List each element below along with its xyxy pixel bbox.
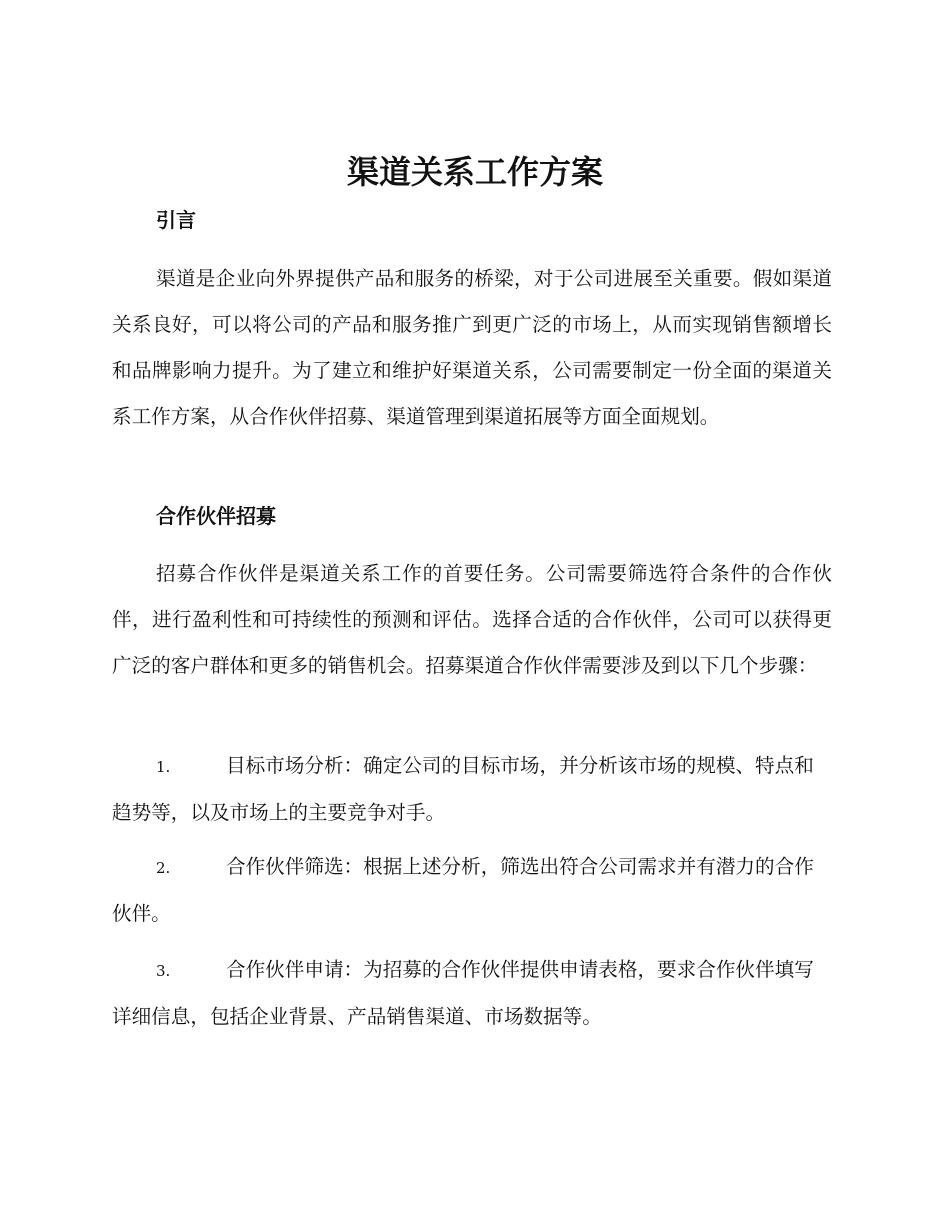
paragraph-partner-recruitment: 招募合作伙伴是渠道关系工作的首要任务。公司需要筛选符合条件的合作伙伴，进行盈利性和可持续性的预测和评估。选择合适的合作伙伴，公司可以获得更广泛的客户群体和更多的销售机会。招募渠道合作伙伴需要涉及到以下几个步骤： <box>112 562 832 677</box>
list-item-number: 1. <box>156 758 171 776</box>
list-item-text: 合作伙伴申请：为招募的合作伙伴提供申请表格，要求合作伙伴填写详细信息，包括企业背景、产品销售渠道、市场数据等。 <box>112 958 814 1028</box>
list-item-number: 2. <box>156 859 171 877</box>
list-item <box>112 844 832 937</box>
list-item <box>112 947 832 1040</box>
section-heading-introduction: 引言 <box>156 208 196 232</box>
list-item-number: 3. <box>156 962 171 980</box>
page-title: 渠道关系工作方案 <box>346 153 603 191</box>
list-item <box>112 743 832 836</box>
section-heading-partner-recruitment: 合作伙伴招募 <box>156 504 276 528</box>
paragraph-introduction: 渠道是企业向外界提供产品和服务的桥梁，对于公司进展至关重要。假如渠道关系良好，可以将公司的产品和服务推广到更广泛的市场上，从而实现销售额增长和品牌影响力提升。为了建立和维护好渠道关系，公司需要制定一份全面的渠道关系工作方案，从合作伙伴招募、渠道管理到渠道拓展等方面全面规划。 <box>112 267 832 428</box>
list-item-text: 目标市场分析：确定公司的目标市场，并分析该市场的规模、特点和趋势等，以及市场上的主要竞争对手。 <box>112 754 814 824</box>
list-item-text: 合作伙伴筛选：根据上述分析，筛选出符合公司需求并有潜力的合作伙伴。 <box>112 855 814 925</box>
